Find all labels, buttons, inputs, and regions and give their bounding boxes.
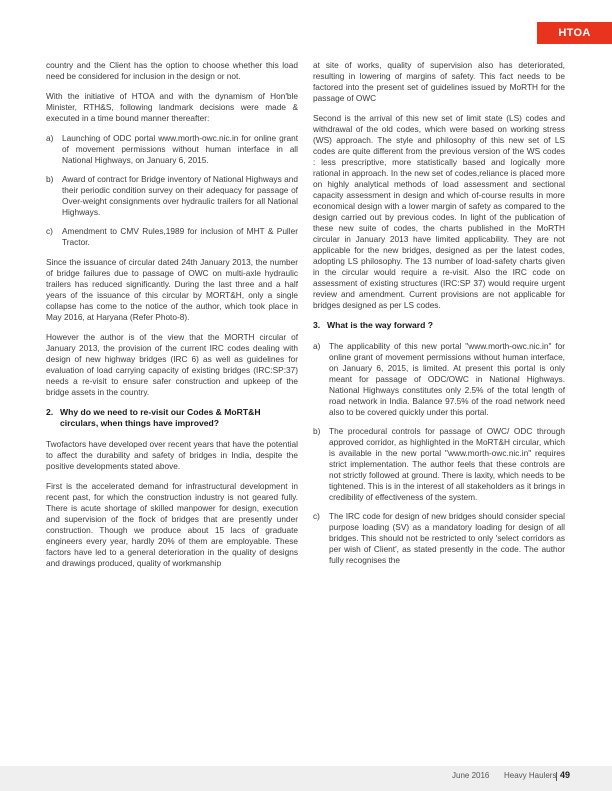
issue-date: June 2016	[452, 771, 490, 780]
left-column	[46, 60, 298, 578]
list-marker: a)	[46, 133, 54, 143]
page-number: 49	[560, 770, 571, 780]
paragraph: Twofactors have developed over recent years that have the potential to affect the durability and safety of bridges in India, despite the positive developments stated above.	[46, 439, 298, 471]
paragraph: However the author is of the view that the MORTH circular of January 2013, the provision of the current IRC codes dealing with design of new highway bridges (IRC 6) as well as guidelines for evaluation of load carrying capacity of existing bridges (IRC:SP:37) needs a re-visit to ensure safer construction and upkeep of the bridge assets in the country.	[46, 332, 298, 397]
list-item	[46, 174, 298, 218]
section-tab: HTOA	[537, 22, 612, 44]
section-number: 2.	[46, 407, 54, 417]
list-marker: c)	[313, 511, 320, 521]
page-footer	[0, 766, 612, 791]
list-marker: b)	[46, 174, 54, 184]
paragraph: First is the accelerated demand for infrastructural development in recent past, for which the construction industry is not geared fully. There is acute shortage of skilled manpower for design, execution and supervision of the flock of bridges that are presently under construction. Though we produce about 15 lacs of graduate engineers every year, hardly 20% of them are employable. These factors have led to a general deterioration in the quality of designs and drawings produced, quality of workmanship	[46, 481, 298, 568]
magazine-name: Heavy Haulers	[504, 771, 557, 780]
footer-divider	[556, 772, 557, 781]
paragraph: Second is the arrival of this new set of limit state (LS) codes and withdrawal of the old codes, which were based on working stress (WS) approach. The style and philosophy of this new set of LS codes are quite different from the previous version of the WS codes : less prescriptive, more statistically based and logically more rational in approach. In the new set of codes,reliance is placed more on highly analytical methods of load assessment and sectional capacity assessment in design and which of-course results in more economical design with a lower margin of safety as compared to the design carried out by previous codes. In light of the publication of these new suite of codes, the charts published in the MoRTH circular in January 2013 have limited applicability. They are not applicable for the new bridges, designed as per the latest codes, adopting LS philosophy. The 13 number of load-safety charts given in the circular would require a re-visit. Also the IRC code on assessment of existing structures (IRC:SP 37) would require urgent review and amendment. Current provisions are not applicable for bridges designed as per LS codes.	[313, 113, 565, 310]
list-text: The applicability of this new portal "www.morth-owc.nic.in" for online grant of movement permissions without human interface, on January 6, 2015, is limited. At present this portal is only meant for passage of ODC/OWC in National Highways. National Highways constitutes only 2.5% of the total length of road network in India. Balance 97.5% of the road network need also to be covered quickly under this portal.	[329, 341, 565, 417]
list-item	[46, 226, 298, 248]
list-marker: b)	[313, 426, 321, 436]
paragraph: With the initiative of HTOA and with the dynamism of Hon'ble Minister, RTH&S, following landmark decisions were made & executed in a time bound manner thereafter:	[46, 91, 298, 123]
list-item	[313, 341, 565, 418]
way-forward-list	[313, 341, 565, 566]
paragraph: country and the Client has the option to choose whether this load need be considered for inclusion in the design or not.	[46, 60, 298, 81]
list-text: Award of contract for Bridge inventory of National Highways and their periodic condition survey on their adequacy for passage of Over-weight consignments over hydraulic trailers for all National Highways.	[62, 174, 298, 217]
right-column	[313, 60, 565, 575]
list-text: Launching of ODC portal www.morth-owc.nic.in for online grant of movement permissions without human interface in all National Highways, on January 6, 2015.	[62, 133, 298, 165]
section-title: Why do we need to re-visit our Codes & MoRT&H circulars, when things have improved?	[60, 407, 261, 428]
paragraph: Since the issuance of circular dated 24th January 2013, the number of bridge failures due to passage of OWC on multi-axle hydraulic trailers has reduced significantly. During the last three and a half years of the issuance of this circular by MORT&H, only a single collapse has come to the notice of the author, which took place in May 2016, at Haryana (Refer Photo-8).	[46, 257, 298, 322]
section-title: What is the way forward ?	[327, 320, 434, 330]
list-marker: c)	[46, 226, 53, 236]
section-heading	[313, 320, 565, 331]
list-item	[46, 133, 298, 166]
decisions-list	[46, 133, 298, 248]
section-heading	[46, 407, 298, 429]
list-text: The procedural controls for passage of OWC/ ODC through approved corridor, as highlighted in the MoRT&H circular, which is available in the new portal "www.morth-owc.nic.in" requires strict implementation. The author feels that these controls are not strictly followed at ground. There is laxity, which needs to be tightened. This is in the interest of all stakeholders as it brings in credibility of effectiveness of the system.	[329, 426, 565, 502]
list-marker: a)	[313, 341, 321, 351]
list-text: The IRC code for design of new bridges should consider special purpose loading (SV) as a mandatory loading for design of all bridges. This should not be restricted to only 'select corridors as per wish of Client', as stated presently in the code. The author fully recognises the	[329, 511, 565, 565]
list-text: Amendment to CMV Rules,1989 for inclusion of MHT & Puller Tractor.	[62, 226, 298, 247]
list-item	[313, 426, 565, 503]
section-number: 3.	[313, 320, 321, 330]
list-item	[313, 511, 565, 566]
paragraph: at site of works, quality of supervision also has deteriorated, resulting in lowering of margins of safety. This fact needs to be factored into the present set of guidelines issued by MoRTH for the passage of OWC	[313, 60, 565, 103]
